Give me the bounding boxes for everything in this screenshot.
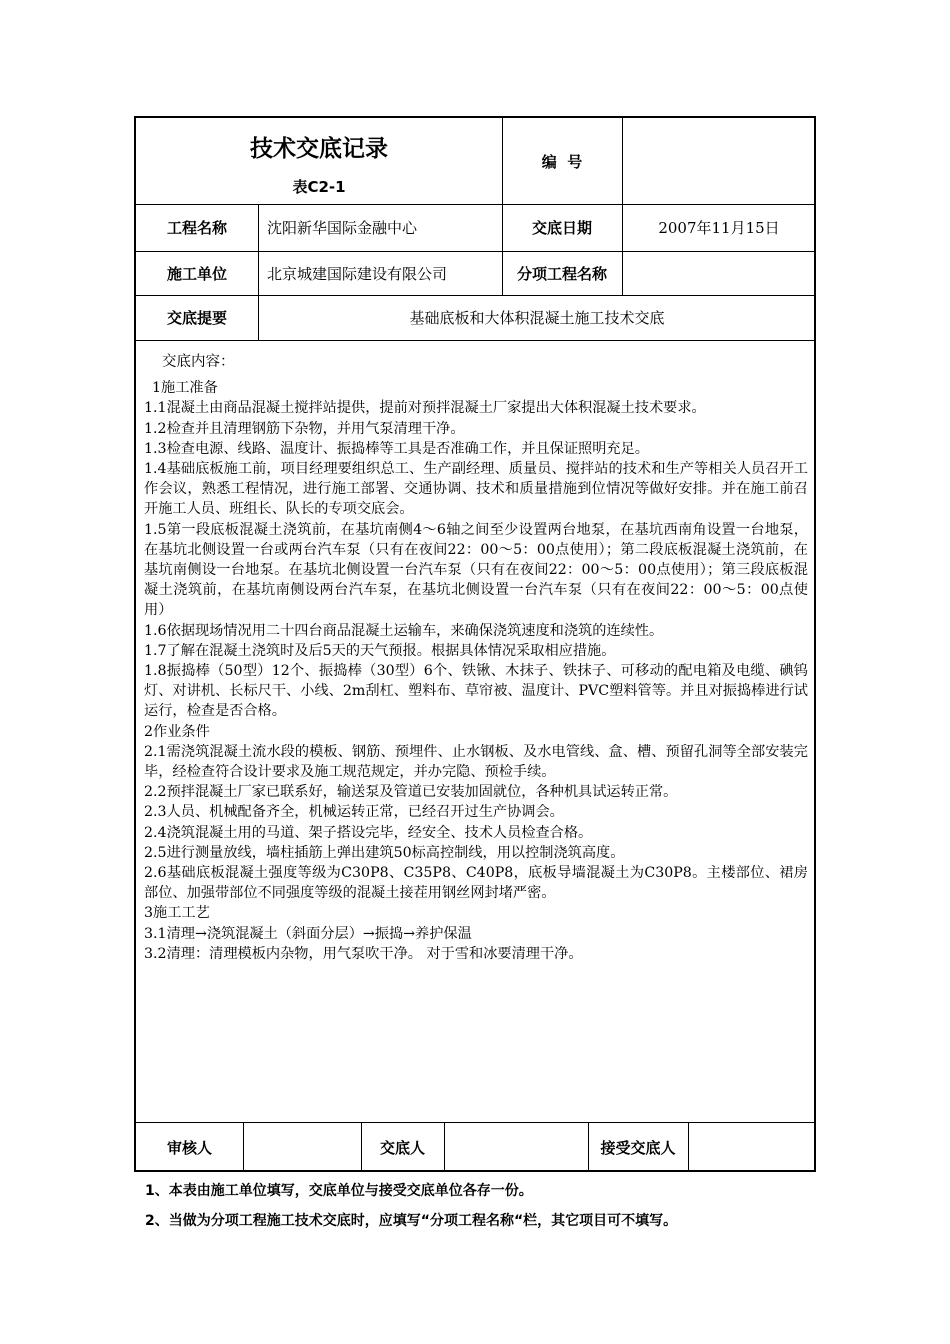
- content-paragraph: 2.5进行测量放线，墙柱插筋上弹出建筑50标高控制线，用以控制浇筑高度。: [144, 844, 625, 861]
- footnotes: [145, 1180, 845, 1240]
- content-paragraph: 1.3检查电源、线路、温度计、振捣棒等工具是否准确工作，并且保证照明充足。: [144, 440, 649, 457]
- summary-label: 交底提要: [166, 309, 227, 327]
- content-paragraph: 2.3人员、机械配备齐全，机械运转正常，已经召开过生产协调会。: [144, 804, 564, 821]
- reviewer-label: 审核人: [166, 1138, 212, 1157]
- content-paragraph: 3.2清理：清理模板内杂物，用气泵吹干净。 对于雪和冰要清理干净。: [144, 945, 583, 962]
- discloser-field[interactable]: [444, 1122, 588, 1172]
- footnote: 2、当做为分项工程施工技术交底时，应填写“分项工程名称“栏，其它项目可不填写。: [145, 1213, 678, 1229]
- number-field[interactable]: [622, 118, 816, 204]
- disclosure-content: [144, 352, 808, 964]
- footnote: 1、本表由施工单位填写，交底单位与接受交底单位各存一份。: [145, 1183, 533, 1199]
- content-paragraph: 1.2检查并且清理钢筋下杂物，并用气泵清理干净。: [144, 420, 465, 437]
- technical-disclosure-form: [134, 116, 816, 1172]
- date-field[interactable]: 2007年11月15日: [658, 219, 780, 237]
- subproject-label: 分项工程名称: [516, 264, 607, 283]
- content-paragraph: 2.4浇筑混凝土用的马道、架子搭设完毕，经安全、技术人员检查合格。: [144, 824, 593, 841]
- content-paragraph: 2作业条件: [144, 723, 210, 740]
- contractor-label: 施工单位: [166, 264, 227, 283]
- content-paragraph: 1.8振捣棒（50型）12个、振捣棒（30型）6个、铁锹、木抹子、铁抹子、可移动的配电箱及电缆、碘钨灯、对讲机、长标尺干、小线、2m刮杠、塑料布、草帘被、温度计、PVC塑料管等。并且对振捣棒进行试运行，检查是否合格。: [144, 663, 808, 720]
- contractor-field[interactable]: 北京城建国际建设有限公司: [267, 264, 448, 283]
- receiver-field[interactable]: [688, 1122, 816, 1172]
- content-paragraph: 2.2预拌混凝土厂家已联系好，输送泵及管道已安装加固就位，各种机具试运转正常。: [144, 784, 678, 801]
- discloser-label: 交底人: [379, 1138, 425, 1157]
- form-code: 表C2-1: [292, 178, 346, 196]
- form-title: 技术交底记录: [250, 136, 388, 162]
- content-paragraph: 1.5第一段底板混凝土浇筑前，在基坑南侧4～6轴之间至少设置两台地泵，在基坑西南角设置一台地泵，在基坑北侧设置一台或两台汽车泵（只有在夜间22：00～5：00点使用）；第二段底板混凝土浇筑前，在基坑南侧设一台地泵。在基坑北侧设置一台汽车泵（只有在夜间22：00～5：00点使用）；第三段底板混凝土浇筑前，在基坑南侧设两台汽车泵，在基坑北侧设置一台汽车泵（只有在夜间22：00～5：00点使用）: [144, 521, 808, 619]
- number-label: 编 号: [541, 152, 583, 171]
- content-paragraph: 1.7了解在混凝土浇筑时及后5天的天气预报。根据具体情况采取相应措施。: [144, 642, 616, 659]
- summary-field[interactable]: 基础底板和大体积混凝土施工技术交底: [409, 309, 665, 327]
- content-paragraph: 1.1混凝土由商品混凝土搅拌站提供，提前对预拌混凝土厂家提出大体积混凝土技术要求。: [144, 400, 706, 417]
- content-paragraph: 2.6基础底板混凝土强度等级为C30P8、C35P8、C40P8，底板导墙混凝土为C30P8。主楼部位、裙房部位、加强带部位不同强度等级的混凝土接茬用钢丝网封堵严密。: [144, 865, 808, 902]
- date-label: 交底日期: [531, 219, 592, 237]
- content-heading: 交底内容：: [162, 354, 235, 370]
- row-divider: [136, 340, 814, 341]
- subproject-field[interactable]: [622, 251, 816, 295]
- content-paragraph: 1.4基础底板施工前，项目经理要组织总工、生产副经理、质量员、搅拌站的技术和生产等相关人员召开工作会议，熟悉工程情况，进行施工部署、交通协调、技术和质量措施到位情况等做好安排。并在施工前召开施工人员、班组长、队长的专项交底会。: [144, 461, 808, 518]
- content-paragraph: 2.1需浇筑混凝土流水段的模板、钢筋、预埋件、止水钢板、及水电管线、盒、槽、预留孔洞等全部安装完毕，经检查符合设计要求及施工规范规定，并办完隐、预检手续。: [144, 743, 808, 781]
- project-name-field[interactable]: 沈阳新华国际金融中心: [267, 219, 418, 237]
- receiver-label: 接受交底人: [600, 1138, 676, 1157]
- content-paragraph: 1.6依据现场情况用二十四台商品混凝土运输车，来确保浇筑速度和浇筑的连续性。: [144, 622, 664, 639]
- project-name-label: 工程名称: [166, 219, 227, 237]
- reviewer-field[interactable]: [243, 1122, 361, 1172]
- content-paragraph: 1施工准备: [152, 380, 218, 397]
- content-paragraph: 3施工工艺: [144, 905, 210, 922]
- content-paragraph: 3.1清理→浇筑混凝土（斜面分层）→振捣→养护保温: [144, 925, 472, 942]
